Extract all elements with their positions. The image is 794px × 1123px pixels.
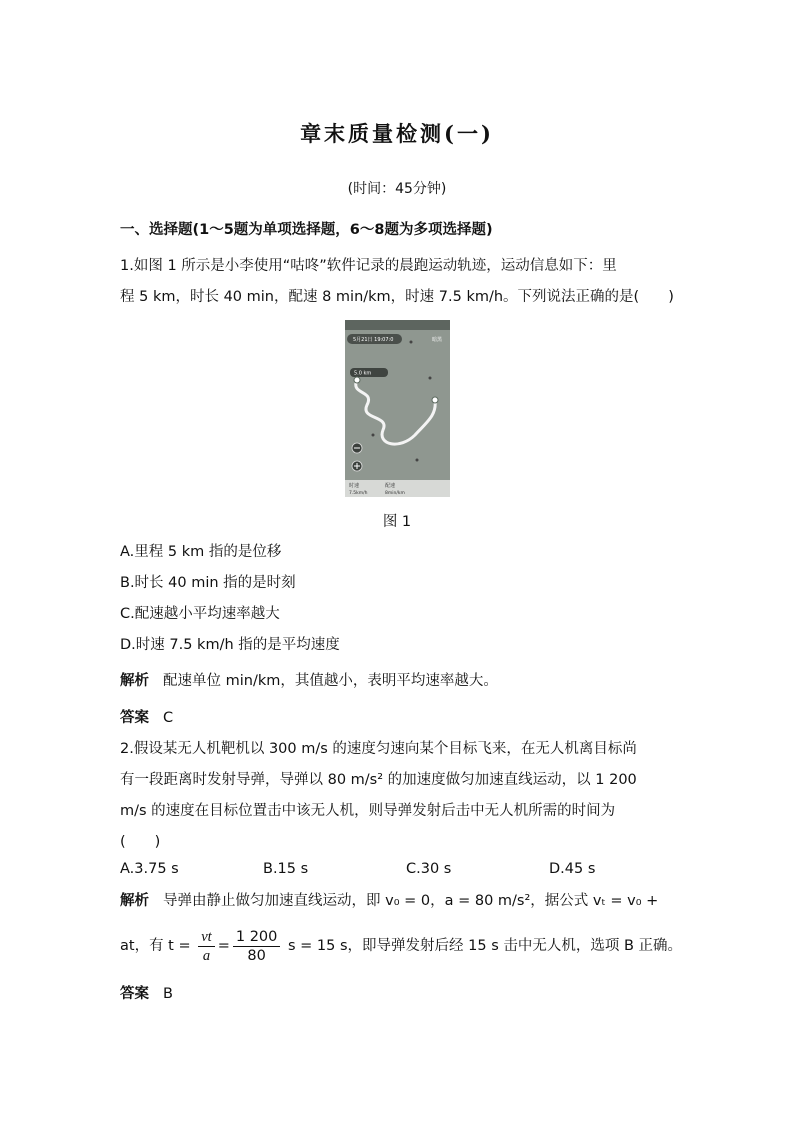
q2-stem-line1: 2.假设某无人机靶机以 300 m/s 的速度匀速向某个目标飞来，在无人机离目标尚: [120, 741, 637, 757]
analysis-text-line1: 导弹由静止做匀加速直线运动，即 v₀ = 0，a = 80 m/s²，据公式 vₜ = v₀ +: [163, 893, 659, 909]
q2-analysis-line1: [120, 891, 658, 911]
start-marker: [354, 377, 360, 383]
q1-option-a: A.里程 5 km 指的是位移: [120, 544, 282, 560]
q2-options: [120, 859, 692, 879]
time-badge-text: 5月21日 19:07:0: [353, 337, 394, 343]
analysis-text: 配速单位 min/km，其值越小，表明平均速率越大。: [163, 673, 498, 689]
q2-stem-line4: ( ): [120, 834, 161, 850]
q1-option-b: B.时长 40 min 指的是时刻: [120, 575, 296, 591]
answer-label: 答案: [120, 710, 149, 726]
q2-stem-line2: 有一段距离时发射导弹，导弹以 80 m/s² 的加速度做匀加速直线运动，以 1 200: [120, 772, 637, 788]
analysis-text-line2a: at，有 t =: [120, 938, 191, 954]
q2-option-d: D.45 s: [549, 861, 596, 877]
pace-label: 配速: [385, 483, 396, 489]
q2-option-c: C.30 s: [406, 861, 452, 877]
q2-option-a: A.3.75 s: [120, 861, 179, 877]
analysis-label: 解析: [120, 893, 149, 909]
time-limit: (时间：45分钟): [347, 181, 447, 197]
answer-label: 答案: [120, 986, 149, 1002]
answer-value: B: [163, 986, 173, 1002]
top-right-text: 暗黑: [432, 337, 443, 343]
q1-stem-line1: 1.如图 1 所示是小李使用“咕咚”软件记录的晨跑运动轨迹，运动信息如下：里: [120, 258, 617, 274]
section-heading: 一、选择题(1～5题为单项选择题，6～8题为多项选择题): [120, 222, 493, 238]
q2-analysis-line2: at，有 t = $\frac{vt}{a}$ = $\frac{1 200}{80}$ s = 15 s，即导弹发射后经 15 s 击中无人机，选项 B 正确。: [120, 928, 683, 964]
q2-option-b: B.15 s: [263, 861, 309, 877]
speed-value: 7.5km/h: [349, 491, 368, 496]
end-marker: [432, 397, 438, 403]
q1-analysis: [120, 671, 498, 691]
fraction-v-over-a: $\frac{vt}{a}$: [198, 928, 214, 965]
figure-caption: 图 1: [382, 514, 412, 530]
speed-label: 时速: [349, 483, 360, 489]
document-title: 章末质量检测(一): [300, 121, 494, 146]
analysis-label: 解析: [120, 673, 149, 689]
distance-badge-text: 5.0 km: [354, 370, 372, 377]
analysis-text-line2b: s = 15 s，即导弹发射后经 15 s 击中无人机，选项 B 正确。: [287, 938, 683, 954]
q1-option-d: D.时速 7.5 km/h 指的是平均速度: [120, 637, 340, 653]
answer-value: C: [163, 710, 174, 726]
q2-answer: [120, 984, 173, 1004]
pace-value: 8min/km: [385, 491, 405, 496]
q1-answer: [120, 708, 173, 728]
fraction-1200-over-80: $\frac{1 200}{80}$: [233, 928, 281, 965]
q1-option-c: C.配速越小平均速率越大: [120, 606, 280, 622]
q2-stem-line3: m/s 的速度在目标位置击中该无人机，则导弹发射后击中无人机所需的时间为: [120, 803, 616, 819]
q1-stem-line2: 程 5 km，时长 40 min，配速 8 min/km，时速 7.5 km/h。下列说法正确的是( ): [120, 289, 674, 305]
running-track-figure: [345, 320, 450, 497]
